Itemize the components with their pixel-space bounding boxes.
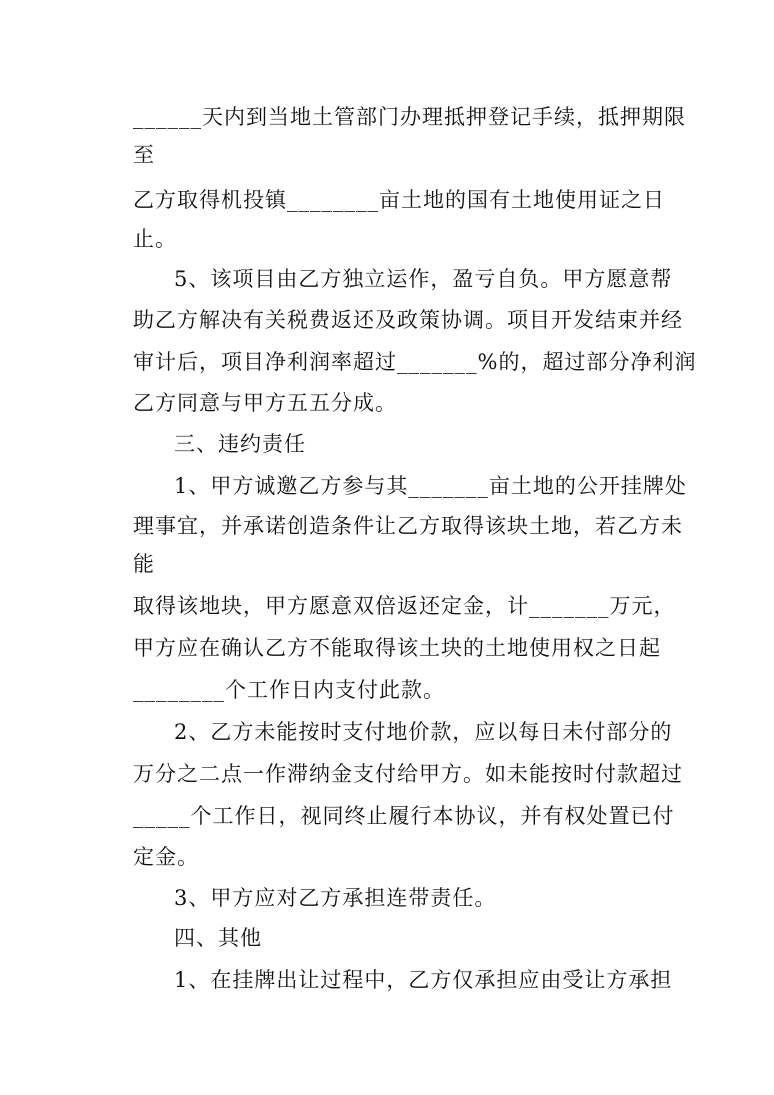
paragraph-start: 5、该项目由乙方独立运作，盈亏自负。甲方愿意帮 xyxy=(174,267,673,291)
text-line: 止。 xyxy=(133,227,177,251)
text-line: 能 xyxy=(133,552,155,576)
paragraph-start: 1、甲方诚邀乙方参与其_______亩土地的公开挂牌处 xyxy=(174,474,687,498)
text-line: 审计后，项目净利润率超过_______%的，超过部分净利润 xyxy=(133,350,697,374)
paragraph-start: 2、乙方未能按时支付地价款，应以每日未付部分的 xyxy=(174,720,673,744)
text-line: ________个工作日内支付此款。 xyxy=(133,678,445,702)
text-line: 乙方同意与甲方五五分成。 xyxy=(133,391,397,415)
text-line: 定金。 xyxy=(133,845,199,869)
section-heading: 三、违约责任 xyxy=(174,432,306,456)
text-line: 至 xyxy=(133,143,155,167)
text-line: 乙方取得机投镇________亩土地的国有土地使用证之日 xyxy=(133,188,665,212)
text-line: 助乙方解决有关税费返还及政策协调。项目开发结束并经 xyxy=(133,308,683,332)
paragraph-start: 3、甲方应对乙方承担连带责任。 xyxy=(174,886,497,910)
text-line: ______天内到当地土管部门办理抵押登记手续，抵押期限 xyxy=(133,105,686,129)
text-line: 甲方应在确认乙方不能取得该土块的土地使用权之日起 xyxy=(133,636,661,660)
text-line: _____个工作日，视同终止履行本协议，并有权处置已付 xyxy=(133,804,675,828)
section-heading: 四、其他 xyxy=(174,926,262,950)
text-line: 取得该地块，甲方愿意双倍返还定金，计_______万元， xyxy=(133,594,676,618)
paragraph-start: 1、在挂牌出让过程中，乙方仅承担应由受让方承担 xyxy=(174,968,673,992)
text-line: 万分之二点一作滞纳金支付给甲方。如未能按时付款超过 xyxy=(133,762,683,786)
text-line: 理事宜，并承诺创造条件让乙方取得该块土地，若乙方未 xyxy=(133,514,683,538)
